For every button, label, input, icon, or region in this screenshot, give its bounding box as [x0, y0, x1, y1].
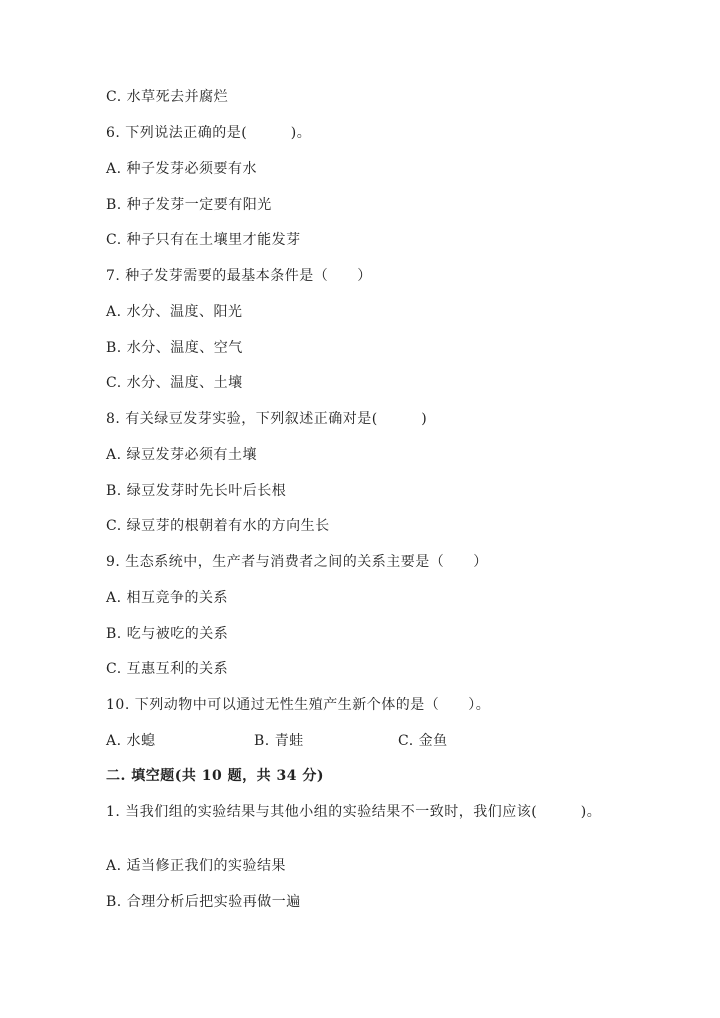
q10-option-a: A. 水螅 — [106, 733, 156, 749]
q10-option-b: B. 青蛙 — [254, 733, 304, 749]
q9-option-b: B. 吃与被吃的关系 — [106, 626, 229, 642]
q8-option-c: C. 绿豆芽的根朝着有水的方向生长 — [106, 518, 330, 534]
fill-q1-option-b: B. 合理分析后把实验再做一遍 — [106, 894, 301, 910]
q5-option-c: C. 水草死去并腐烂 — [106, 89, 229, 105]
q8-option-a: A. 绿豆发芽必须有土壤 — [106, 447, 258, 463]
q10-stem: 10. 下列动物中可以通过无性生殖产生新个体的是（ ）。 — [106, 697, 491, 713]
q7-stem: 7. 种子发芽需要的最基本条件是（ ） — [106, 268, 372, 284]
q10-option-c: C. 金鱼 — [398, 733, 448, 749]
q9-option-a: A. 相互竞争的关系 — [106, 590, 229, 606]
q8-option-b: B. 绿豆发芽时先长叶后长根 — [106, 483, 287, 499]
q7-option-b: B. 水分、温度、空气 — [106, 340, 243, 356]
q6-option-b: B. 种子发芽一定要有阳光 — [106, 197, 272, 213]
q6-option-c: C. 种子只有在土壤里才能发芽 — [106, 232, 301, 248]
q9-option-c: C. 互惠互利的关系 — [106, 661, 229, 677]
q9-stem: 9. 生态系统中，生产者与消费者之间的关系主要是（ ） — [106, 554, 488, 570]
q7-option-a: A. 水分、温度、阳光 — [106, 304, 243, 320]
section2-heading: 二. 填空题(共 10 题，共 34 分) — [106, 768, 324, 784]
q7-option-c: C. 水分、温度、土壤 — [106, 375, 243, 391]
fill-q1-option-a: A. 适当修正我们的实验结果 — [106, 858, 287, 874]
q8-stem: 8. 有关绿豆发芽实验，下列叙述正确对是( ) — [106, 411, 428, 427]
q6-option-a: A. 种子发芽必须要有水 — [106, 161, 258, 177]
fill-q1-stem: 1. 当我们组的实验结果与其他小组的实验结果不一致时，我们应该( )。 — [106, 804, 602, 820]
q6-stem: 6. 下列说法正确的是( )。 — [106, 125, 312, 141]
